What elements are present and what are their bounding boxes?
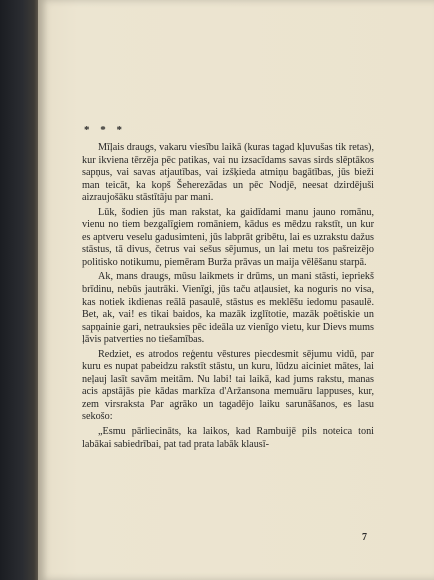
page-text xyxy=(82,142,374,453)
page-number: 7 xyxy=(362,532,367,543)
paragraph-2: Lūk, šodien jūs man rakstat, ka gaidīdami manu jauno romānu, vienu no tiem bezgalīgiem romāniem, kādus es mēdzu rakstīt, un kur es aptveru veselu gadusimteni, jūs labprāt gribētu, lai es uzrakstu dažus stāstus, tā divus, četrus vai sešus sējumus, un lai metu tos pašreizējo politisko notikumu, piemēram Burža prāvas un maija vēlēšanu starpā. xyxy=(82,206,374,268)
paragraph-3: Ak, mans draugs, mūsu laikmets ir drūms, un mani stāsti, iepriekš brīdinu, nebūs jautrāki. Vienīgi, jūs taču atļausiet, ka noguris no visa, kas notiek ikdienas reālā pasaulē, stāstus es meklēšu iedomu pasaulē. Bet, ak, vai! es tikai baidos, ka mazāk izglītotie, mazāk poētiskie un sapņainie gari, netrauksies pēc ideāla uz vienīgo vietu, kur Dievs mums ļāvis patverties no tiešamības. xyxy=(82,271,374,346)
paragraph-4: Redziet, es atrodos reģentu vēstures piecdesmit sējumu vidū, par kuru es nupat pabeidzu rakstīt stāstu, un kuru, lūdzu aiciniet mātes, lai neļauj lasīt savām meitām. Nu labi! tai laikā, kad jums rakstu, manas acis apstājās pie kādas markīza d'Aržansona memuāru lappuses, kur, zem virsraksta Par agrāko un tagadējo laiku sarunāšanos, es lasu sekošo: xyxy=(82,348,374,423)
section-separator: * * * xyxy=(84,124,126,136)
paragraph-5: „Esmu pārliecināts, ka laikos, kad Rambuijē pils noteica toni labākai sabiedrībai, pat tad prata labāk klausī- xyxy=(82,426,374,450)
paragraph-1: Mīļais draugs, vakaru viesību laikā (kuras tagad kļuvušas tik retas), kur ikviena tērzēja pēc patikas, vai nu izsacīdams savas sirds slēptākos sapņus, vai savas atjautības, vai izšķiedа atmiņu bagātības, jūs bieži man teicāt, ka kopš Šeherezādas un pēc Nodjē, neesat dzirdējuši aizraujošāku stāstītāju par mani. xyxy=(82,142,374,204)
book-cover-edge xyxy=(0,0,40,580)
